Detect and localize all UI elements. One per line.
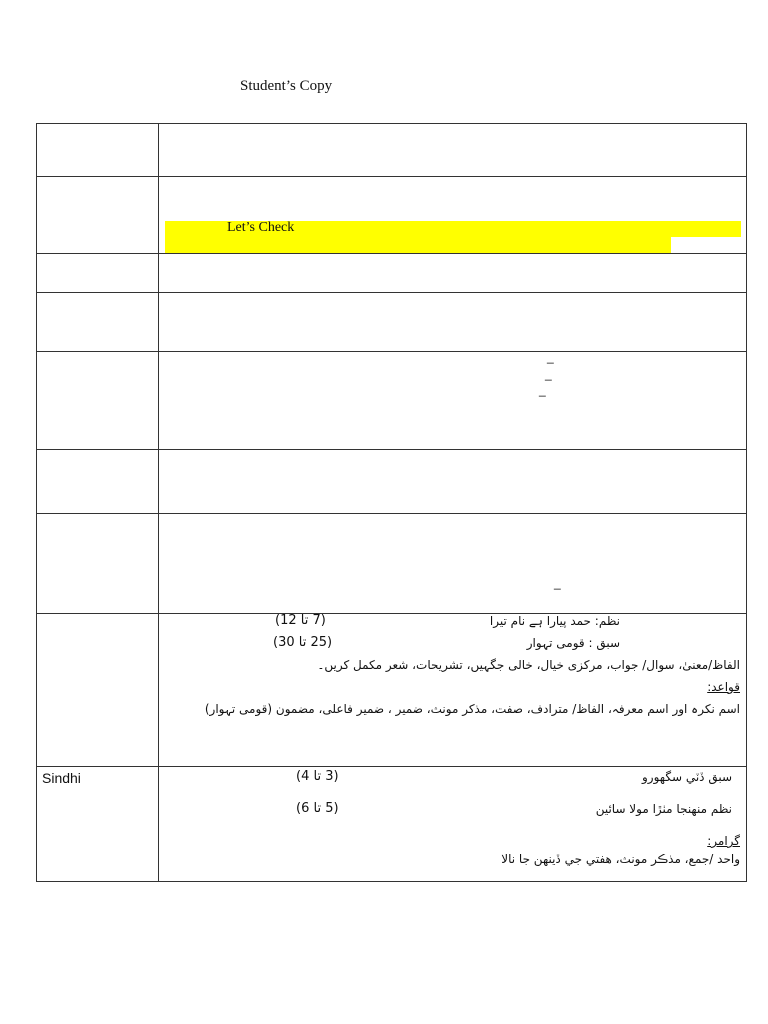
row-divider	[37, 351, 746, 352]
sindhi-grammar-text: واحد /جمع، مذڪر مونث، هفتي جي ڏينهن جا نالا	[501, 852, 740, 866]
dash-mark: _	[545, 367, 552, 381]
row-divider	[37, 613, 746, 614]
urdu-grammar-heading: قواعد:	[707, 680, 740, 694]
subject-label: Sindhi	[42, 770, 81, 786]
urdu-poem-range: (7 تا 12)	[275, 613, 326, 628]
row-divider	[37, 292, 746, 293]
syllabus-table	[36, 123, 747, 882]
lets-check-label: Let’s Check	[227, 220, 295, 235]
row-divider	[37, 513, 746, 514]
sindhi-lesson: سبق ڏٽي سگهورو	[642, 770, 732, 784]
page-heading: Student’s Copy	[240, 78, 333, 94]
highlight-band	[165, 237, 671, 253]
row-divider	[37, 253, 746, 254]
sindhi-grammar-heading: گرامر:	[707, 834, 740, 848]
urdu-lesson: سبق : قومی تہوار	[526, 636, 620, 650]
column-divider	[158, 124, 159, 881]
urdu-grammar-text: اسم نکرہ اور اسم معرفہ، الفاظ/ مترادف، صفت، مذکر مونث، ضمیر ، ضمیر فاعلی، مضمون (قومی تہوار)	[204, 702, 740, 716]
dash-mark: _	[539, 383, 546, 397]
row-divider	[37, 449, 746, 450]
urdu-poem: نظم: حمد پیارا ہے نام تیرا	[489, 614, 620, 628]
dash-mark: _	[547, 350, 554, 364]
urdu-tasks: الفاظ/معنیٰ، سوال/ جواب، مرکزی خیال، خالی جگہیں، تشریحات، شعر مکمل کریں۔	[317, 658, 740, 672]
row-divider	[37, 176, 746, 177]
dash-mark: _	[554, 576, 561, 590]
sindhi-lesson-range: (3 تا 4)	[296, 769, 339, 784]
sindhi-poem-range: (5 تا 6)	[296, 801, 339, 816]
sindhi-poem: نظم منهنجا مٺڙا مولا سائين	[595, 802, 732, 816]
urdu-lesson-range: (25 تا 30)	[273, 635, 333, 650]
row-divider	[37, 766, 746, 767]
